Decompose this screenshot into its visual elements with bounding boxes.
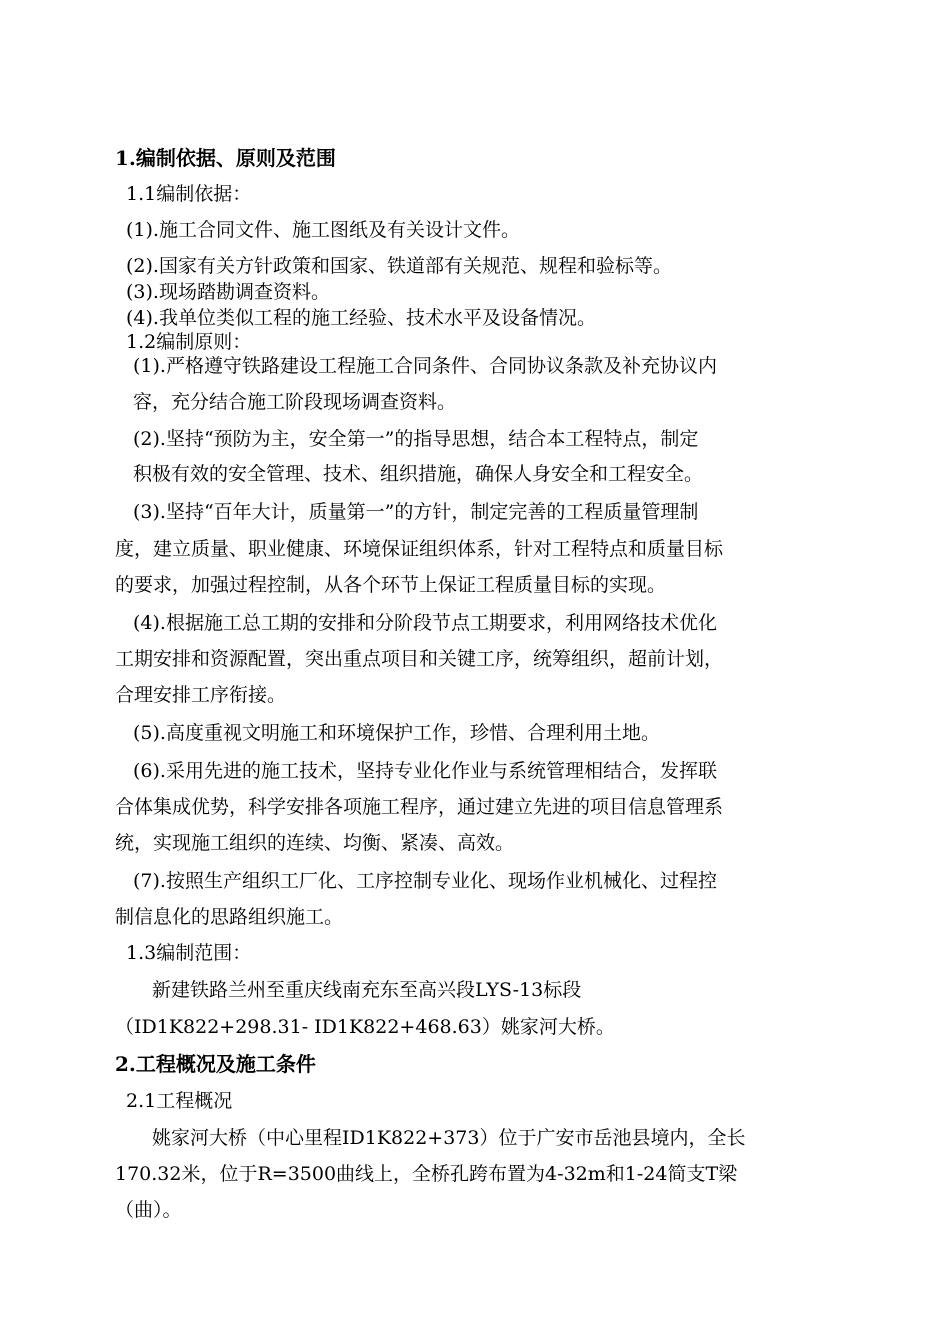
principle-3-line-2: 度，建立质量、职业健康、环境保证组织体系，针对工程特点和质量目标: [115, 538, 724, 560]
principle-7-line-1: (7).按照生产组织工厂化、工序控制专业化、现场作业机械化、过程控: [133, 870, 717, 892]
principle-6-line-2: 合体集成优势，科学安排各项施工程序，通过建立先进的项目信息管理系: [115, 796, 724, 818]
overview-line-2: 170.32米，位于R=3500曲线上，全桥孔跨布置为4-32m和1-24简支T梁: [115, 1163, 738, 1185]
principle-4-line-1: (4).根据施工总工期的安排和分阶段节点工期要求，利用网络技术优化: [133, 612, 717, 634]
section-heading-1: 1.编制依据、原则及范围: [115, 146, 336, 170]
principle-2-line-2: 积极有效的安全管理、技术、组织措施，确保人身安全和工程安全。: [133, 463, 704, 485]
principle-5-line-1: (5).高度重视文明施工和环境保护工作，珍惜、合理利用土地。: [133, 722, 660, 744]
subsection-heading-1-3: 1.3编制范围：: [126, 942, 252, 964]
subsection-heading-2-1: 2.1工程概况: [126, 1090, 233, 1112]
principle-2-line-1: (2).坚持“预防为主，安全第一”的指导思想，结合本工程特点，制定: [133, 428, 699, 450]
basis-item-3: (3).现场踏勘调查资料。: [126, 281, 330, 303]
scope-line-2: （ID1K822+298.31- ID1K822+468.63）姚家河大桥。: [115, 1016, 615, 1038]
basis-item-1: (1).施工合同文件、施工图纸及有关设计文件。: [126, 219, 520, 241]
principle-1-line-2: 容，充分结合施工阶段现场调查资料。: [133, 391, 457, 413]
principle-4-line-3: 合理安排工序衔接。: [115, 684, 287, 706]
principle-4-line-2: 工期安排和资源配置，突出重点项目和关键工序，统筹组织，超前计划，: [115, 648, 724, 670]
principle-7-line-2: 制信息化的思路组织施工。: [115, 906, 344, 928]
subsection-heading-1-2: 1.2编制原则：: [126, 331, 252, 353]
basis-item-4: (4).我单位类似工程的施工经验、技术水平及设备情况。: [126, 307, 596, 329]
principle-6-line-1: (6).采用先进的施工技术，坚持专业化作业与系统管理相结合，发挥联: [133, 760, 717, 782]
basis-item-2: (2).国家有关方针政策和国家、铁道部有关规范、规程和验标等。: [126, 255, 672, 277]
principle-3-line-1: (3).坚持“百年大计，质量第一”的方针，制定完善的工程质量管理制: [133, 501, 699, 523]
principle-3-line-3: 的要求，加强过程控制，从各个环节上保证工程质量目标的实现。: [115, 574, 667, 596]
overview-line-1: 姚家河大桥（中心里程ID1K822+373）位于广安市岳池县境内，全长: [152, 1127, 746, 1149]
overview-line-3: （曲）。: [115, 1199, 182, 1221]
section-heading-2: 2.工程概况及施工条件: [115, 1052, 316, 1076]
scope-line-1: 新建铁路兰州至重庆线南充东至高兴段LYS-13标段: [152, 979, 582, 1001]
principle-1-line-1: (1).严格遵守铁路建设工程施工合同条件、合同协议条款及补充协议内: [133, 355, 717, 377]
principle-6-line-3: 统，实现施工组织的连续、均衡、紧凑、高效。: [115, 832, 515, 854]
subsection-heading-1-1: 1.1编制依据：: [126, 183, 252, 205]
